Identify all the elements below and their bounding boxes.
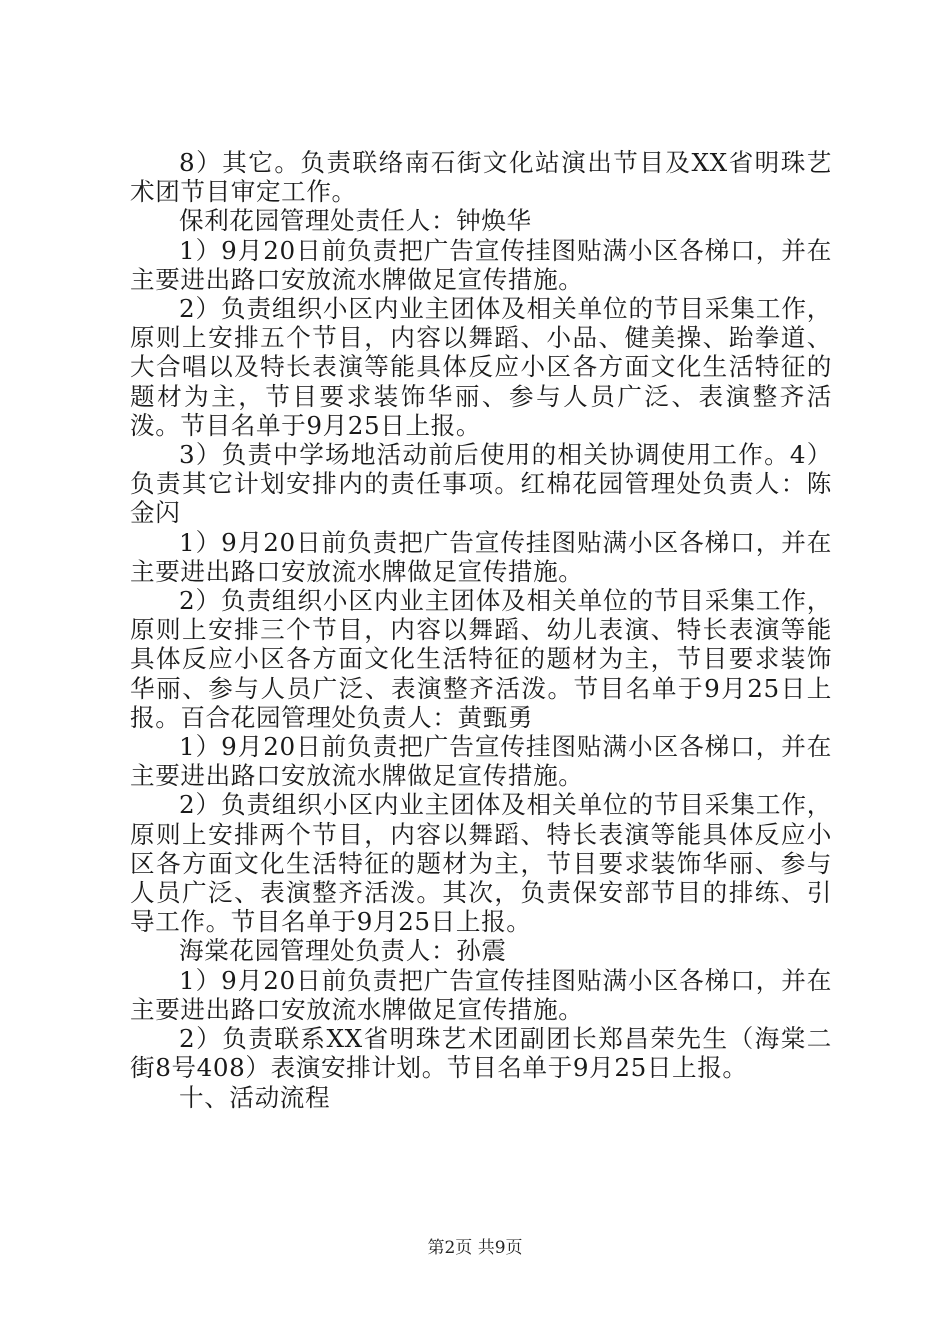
paragraph-hongmian-item-2: 2）负责组织小区内业主团体及相关单位的节目采集工作，原则上安排三个节目，内容以舞蹈、幼儿表演、特长表演等能具体反应小区各方面文化生活特征的题材为主，节目要求装饰华丽、参与人员广泛、表演整齐活泼。节目名单于9月25日上报。百合花园管理处负责人：黄甄勇 <box>130 586 832 732</box>
paragraph-haitang-manager: 海棠花园管理处负责人：孙震 <box>179 936 507 966</box>
paragraph-baihe-item-1: 1）9月20日前负责把广告宣传挂图贴满小区各梯口，并在主要进出路口安放流水牌做足宣传措施。 <box>130 732 832 791</box>
paragraph-haitang-item-1: 1）9月20日前负责把广告宣传挂图贴满小区各梯口，并在主要进出路口安放流水牌做足宣传措施。 <box>130 965 832 1024</box>
paragraph-haitang-item-2: 2）负责联系XX省明珠艺术团副团长郑昌荣先生（海棠二街8号408）表演安排计划。节目名单于9月25日上报。 <box>130 1024 832 1083</box>
paragraph-baoli-item-1: 1）9月20日前负责把广告宣传挂图贴满小区各梯口，并在主要进出路口安放流水牌做足宣传措施。 <box>130 235 832 294</box>
paragraph-baoli-item-2: 2）负责组织小区内业主团体及相关单位的节目采集工作，原则上安排五个节目，内容以舞蹈、小品、健美操、跆拳道、大合唱以及特长表演等能具体反应小区各方面文化生活特征的题材为主，节目要求装饰华丽、参与人员广泛、表演整齐活泼。节目名单于9月25日上报。 <box>130 294 832 440</box>
paragraph-baoli-item-3-4: 3）负责中学场地活动前后使用的相关协调使用工作。4）负责其它计划安排内的责任事项。红棉花园管理处负责人：陈金闪 <box>130 440 832 528</box>
section-heading-activity-flow: 十、活动流程 <box>179 1082 331 1112</box>
paragraph-baihe-item-2: 2）负责组织小区内业主团体及相关单位的节目采集工作，原则上安排两个节目，内容以舞蹈、特长表演等能具体反应小区各方面文化生活特征的题材为主，节目要求装饰华丽、参与人员广泛、表演整齐活泼。其次，负责保安部节目的排练、引导工作。节目名单于9月25日上报。 <box>130 790 832 937</box>
paragraph-hongmian-item-1: 1）9月20日前负责把广告宣传挂图贴满小区各梯口，并在主要进出路口安放流水牌做足宣传措施。 <box>130 527 832 586</box>
document-body <box>130 148 832 1112</box>
page-number-footer: 第2页 共9页 <box>427 1238 523 1258</box>
paragraph-other-duties: 8）其它。负责联络南石街文化站演出节目及XX省明珠艺术团节目审定工作。 <box>130 148 832 207</box>
paragraph-baoli-manager: 保利花园管理处责任人：钟焕华 <box>179 206 532 236</box>
